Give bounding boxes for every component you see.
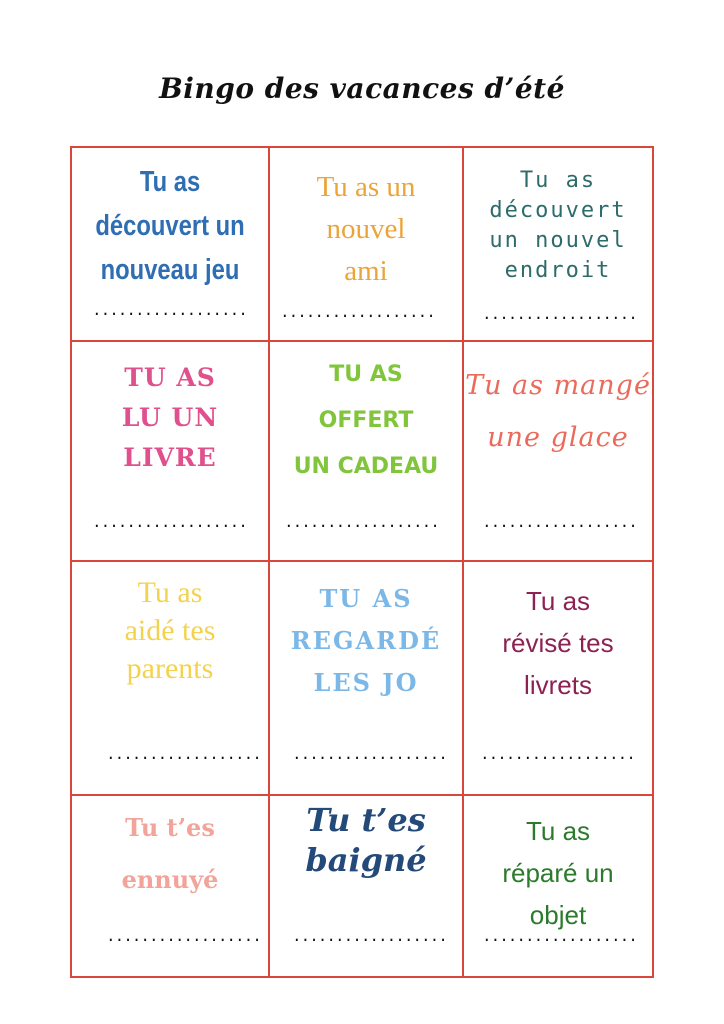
bingo-cell[interactable] <box>464 166 652 286</box>
page-title: Bingo des vacances d’été <box>159 72 565 105</box>
cell-line: révisé tes <box>502 628 614 658</box>
bingo-cell[interactable] <box>270 166 462 292</box>
cell-line: Tu as <box>139 166 201 198</box>
answer-line[interactable]: .................. <box>92 302 247 320</box>
bingo-cell[interactable] <box>270 578 462 704</box>
grid-line <box>70 560 654 562</box>
answer-line[interactable]: .................. <box>106 928 261 946</box>
bingo-grid <box>70 146 654 978</box>
bingo-cell[interactable] <box>464 360 652 464</box>
cell-line: nouvel <box>326 213 406 245</box>
cell-line: Tu as <box>525 586 591 616</box>
cell-line: Tu t’es <box>125 813 215 842</box>
cell-line: aidé tes <box>124 614 216 647</box>
cell-line: nouveau jeu <box>100 254 240 286</box>
grid-line <box>70 146 654 148</box>
bingo-cell[interactable] <box>464 810 652 936</box>
answer-line[interactable]: .................. <box>482 306 637 324</box>
grid-line <box>70 340 654 342</box>
bingo-cell[interactable] <box>72 802 268 906</box>
cell-line: une glace <box>487 422 629 453</box>
cell-line: baigné <box>305 841 427 879</box>
answer-line[interactable]: .................. <box>92 514 247 532</box>
answer-line[interactable]: .................. <box>280 304 435 322</box>
bingo-cell[interactable] <box>72 358 268 478</box>
cell-line: REGARDÉ <box>290 626 442 655</box>
cell-line: LU UN <box>121 403 219 432</box>
bingo-cell[interactable] <box>72 160 268 292</box>
cell-line: UN CADEAU <box>293 454 439 479</box>
cell-line: Tu as mangé <box>465 370 651 401</box>
cell-line: ennuyé <box>121 865 219 894</box>
bingo-cell[interactable] <box>72 574 268 688</box>
cell-line: endroit <box>504 258 612 283</box>
cell-line: parents <box>126 652 214 685</box>
cell-line: OFFERT <box>318 408 414 433</box>
cell-line: un nouvel <box>489 228 627 253</box>
bingo-cell[interactable] <box>464 580 652 706</box>
cell-line: Tu as un <box>316 171 416 203</box>
cell-line: LES JO <box>313 668 419 697</box>
answer-line[interactable]: .................. <box>480 746 635 764</box>
cell-line: Tu as <box>525 816 591 846</box>
answer-line[interactable]: .................. <box>482 514 637 532</box>
answer-line[interactable]: .................. <box>106 746 261 764</box>
cell-line: TU AS <box>319 584 413 613</box>
cell-line: Tu as <box>519 168 597 193</box>
grid-line <box>70 976 654 978</box>
bingo-cell[interactable] <box>270 352 462 490</box>
cell-line: TU AS <box>329 362 403 387</box>
answer-line[interactable]: .................. <box>284 514 439 532</box>
cell-line: Tu as <box>137 576 203 609</box>
answer-line[interactable]: .................. <box>292 746 447 764</box>
cell-line: ami <box>344 255 388 287</box>
grid-line <box>652 146 654 978</box>
bingo-cell[interactable] <box>270 800 462 880</box>
answer-line[interactable]: .................. <box>482 928 637 946</box>
cell-line: découvert <box>489 198 627 223</box>
answer-line[interactable]: .................. <box>292 928 447 946</box>
cell-line: livrets <box>524 670 592 700</box>
grid-line <box>70 794 654 796</box>
cell-line: découvert un <box>95 210 245 242</box>
cell-line: réparé un <box>502 858 614 888</box>
cell-line: TU AS <box>124 363 216 392</box>
cell-line: objet <box>529 900 587 930</box>
cell-line: Tu t’es <box>306 801 426 839</box>
cell-line: LIVRE <box>123 443 217 472</box>
